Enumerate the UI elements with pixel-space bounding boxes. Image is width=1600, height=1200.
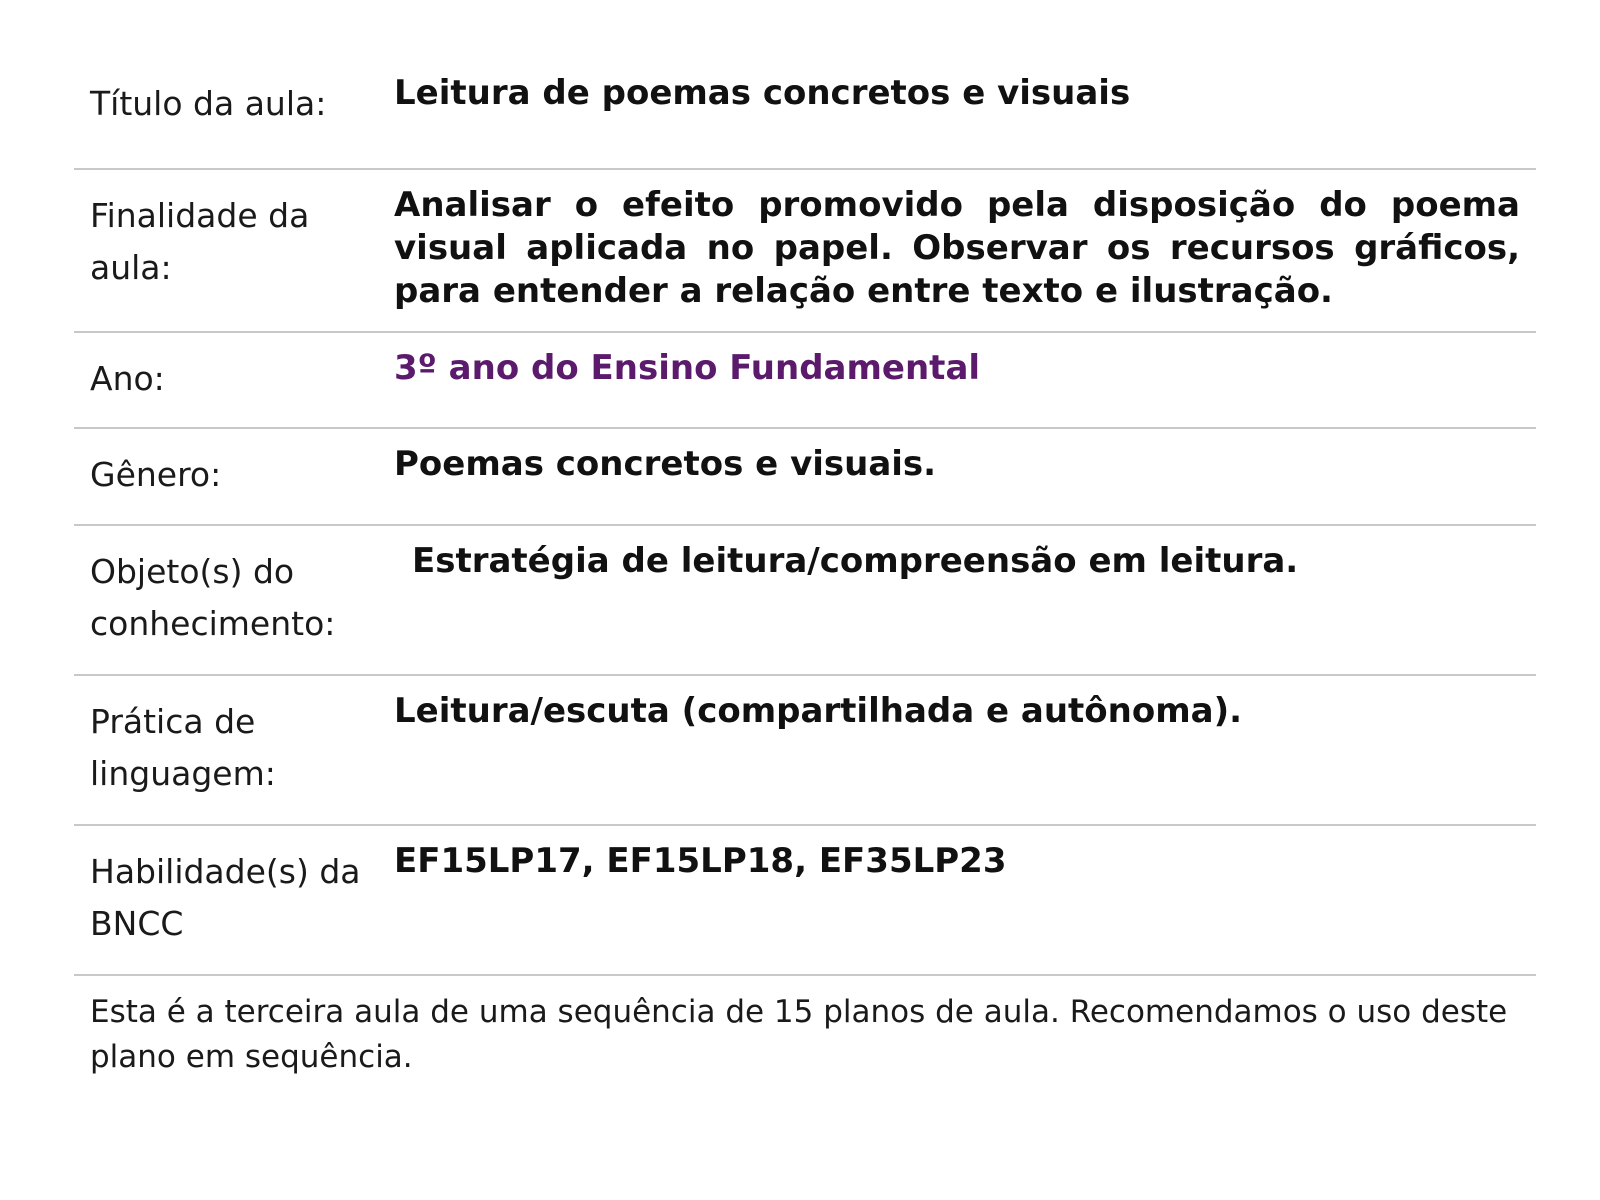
row-value-objeto: Estratégia de leitura/compreensão em leitura. <box>412 541 1299 581</box>
sequence-note: Esta é a terceira aula de uma sequência de 15 planos de aula. Recomendamos o uso deste plano em sequência. <box>90 994 1508 1075</box>
row-objeto <box>74 526 1536 676</box>
row-label-habilidades: Habilidade(s) da BNCC <box>90 852 361 943</box>
row-finalidade <box>74 170 1536 333</box>
row-pratica <box>74 676 1536 826</box>
row-titulo <box>74 58 1536 170</box>
row-value-habilidades: EF15LP17, EF15LP18, EF35LP23 <box>394 841 1007 881</box>
row-label-genero: Gênero: <box>90 455 222 494</box>
row-value-finalidade: Analisar o efeito promovido pela disposição do poema visual aplicada no papel. Observar os recursos gráficos, para entender a relação entre texto e ilustração. <box>394 185 1520 311</box>
row-value-ano: 3º ano do Ensino Fundamental <box>394 348 981 388</box>
row-label-objeto: Objeto(s) do conhecimento: <box>90 552 336 643</box>
row-label-ano: Ano: <box>90 359 165 398</box>
row-genero <box>74 429 1536 526</box>
row-value-pratica: Leitura/escuta (compartilhada e autônoma). <box>394 691 1243 731</box>
row-habilidades <box>74 826 1536 976</box>
row-ano <box>74 333 1536 429</box>
row-label-titulo: Título da aula: <box>90 84 327 123</box>
row-value-genero: Poemas concretos e visuais. <box>394 444 937 484</box>
row-label-pratica: Prática de linguagem: <box>90 702 276 793</box>
row-label-finalidade: Finalidade da aula: <box>90 196 310 287</box>
lesson-plan-sheet <box>74 58 1536 1080</box>
row-value-titulo: Leitura de poemas concretos e visuais <box>394 73 1131 113</box>
